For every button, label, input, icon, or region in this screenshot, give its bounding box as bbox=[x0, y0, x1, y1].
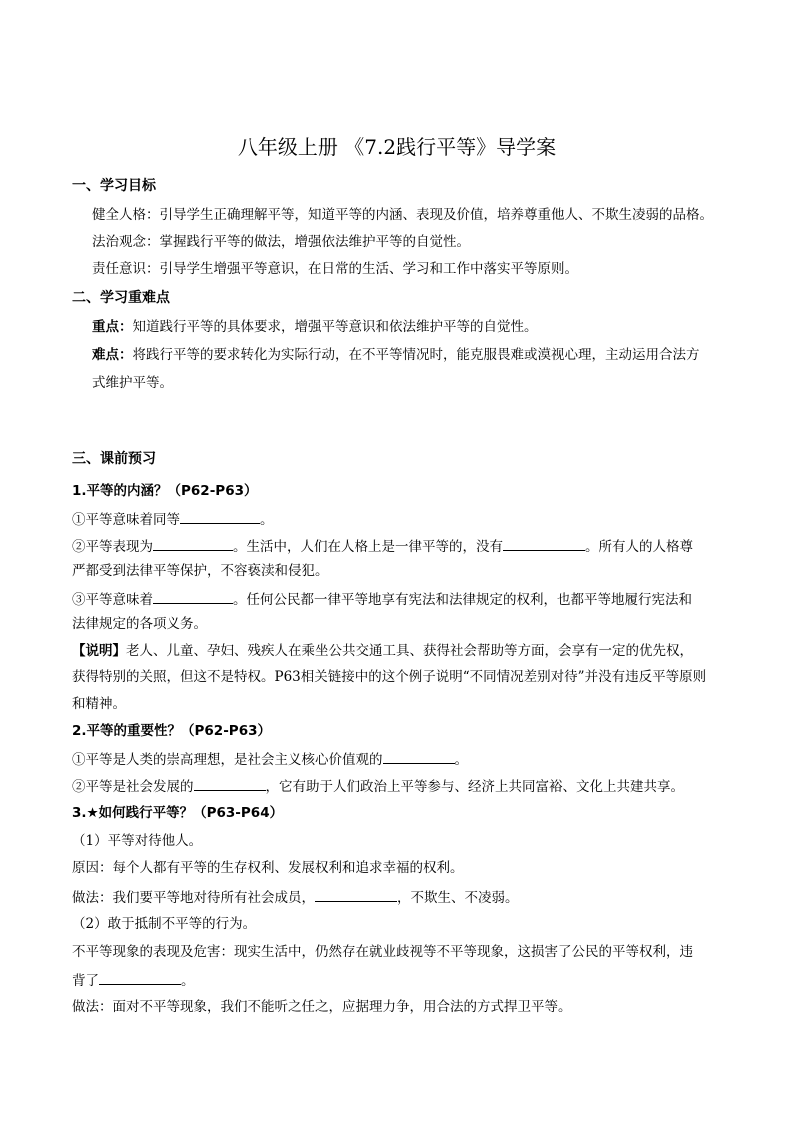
difficulty-line-cont: 式维护平等。 bbox=[92, 375, 173, 391]
difficulty-line: 难点：将践行平等的要求转化为实际行动，在不平等情况时，能克服畏难或漠视心理，主动运用合法方 bbox=[92, 347, 700, 363]
question-title: 1.平等的内涵？（P62-P63） bbox=[72, 483, 258, 499]
question-line: 法律规定的各项义务。 bbox=[72, 616, 207, 632]
question-line: 做法：我们要平等地对待所有社会成员， ，不欺生、不凌弱。 bbox=[72, 886, 519, 908]
fill-blank[interactable] bbox=[99, 969, 181, 985]
question-line: 背了 。 bbox=[72, 969, 195, 991]
fill-blank[interactable] bbox=[383, 748, 455, 764]
note-line: 【说明】老人、儿童、孕妇、残疾人在乘坐公共交通工具、获得社会帮助等方面，会享有一定的优先权， bbox=[72, 643, 693, 659]
question-line: 严都受到法律平等保护，不容亵渎和侵犯。 bbox=[72, 563, 329, 579]
question-line: ③平等意味着 。任何公民都一律平等地享有宪法和法律规定的权利，也都平等地履行宪法和 bbox=[72, 588, 692, 610]
fill-blank[interactable] bbox=[194, 775, 266, 791]
fill-blank[interactable] bbox=[153, 535, 233, 551]
objective-item: 法治观念：掌握践行平等的做法，增强依法维护平等的自觉性。 bbox=[92, 234, 470, 250]
note-line: 获得特别的关照，但这不是特权。P63相关链接中的这个例子说明“不同情况差别对待”并没有违反平等原则 bbox=[72, 669, 707, 685]
question-line: 做法：面对不平等现象，我们不能听之任之，应据理力争，用合法的方式捍卫平等。 bbox=[72, 999, 572, 1015]
question-line: 原因：每个人都有平等的生存权利、发展权利和追求幸福的权利。 bbox=[72, 860, 464, 876]
section-heading-objectives: 一、学习目标 bbox=[72, 178, 156, 194]
fill-blank[interactable] bbox=[315, 886, 397, 902]
question-line: 不平等现象的表现及危害：现实生活中，仍然存在就业歧视等不平等现象，这损害了公民的平等权利，违 bbox=[72, 944, 693, 960]
section-heading-keypoints: 二、学习重难点 bbox=[72, 290, 170, 306]
fill-blank[interactable] bbox=[503, 535, 585, 551]
section-heading-preview: 三、课前预习 bbox=[72, 451, 156, 467]
page-title: 八年级上册 《7.2践行平等》导学案 bbox=[237, 135, 557, 159]
note-line: 和精神。 bbox=[72, 696, 126, 712]
question-line: （1）平等对待他人。 bbox=[72, 833, 203, 849]
question-title: 3.★如何践行平等？（P63-P64） bbox=[72, 805, 284, 821]
fill-blank[interactable] bbox=[180, 508, 260, 524]
question-line: （2）敢于抵制不平等的行为。 bbox=[72, 916, 257, 932]
question-title: 2.平等的重要性？（P62-P63） bbox=[72, 723, 271, 739]
objective-item: 健全人格：引导学生正确理解平等，知道平等的内涵、表现及价值，培养尊重他人、不欺生凌弱的品格。 bbox=[92, 207, 713, 223]
fill-blank[interactable] bbox=[153, 588, 233, 604]
objective-item: 责任意识：引导学生增强平等意识，在日常的生活、学习和工作中落实平等原则。 bbox=[92, 261, 578, 277]
question-line: ①平等是人类的崇高理想，是社会主义核心价值观的 。 bbox=[72, 748, 468, 770]
question-line: ②平等表现为 。生活中，人们在人格上是一律平等的，没有 。所有人的人格尊 bbox=[72, 535, 693, 557]
key-point-line: 重点：知道践行平等的具体要求，增强平等意识和依法维护平等的自觉性。 bbox=[92, 319, 538, 335]
question-line: ①平等意味着同等 。 bbox=[72, 508, 274, 530]
question-line: ②平等是社会发展的 ，它有助于人们政治上平等参与、经济上共同富裕、文化上共建共享。 bbox=[72, 775, 684, 797]
